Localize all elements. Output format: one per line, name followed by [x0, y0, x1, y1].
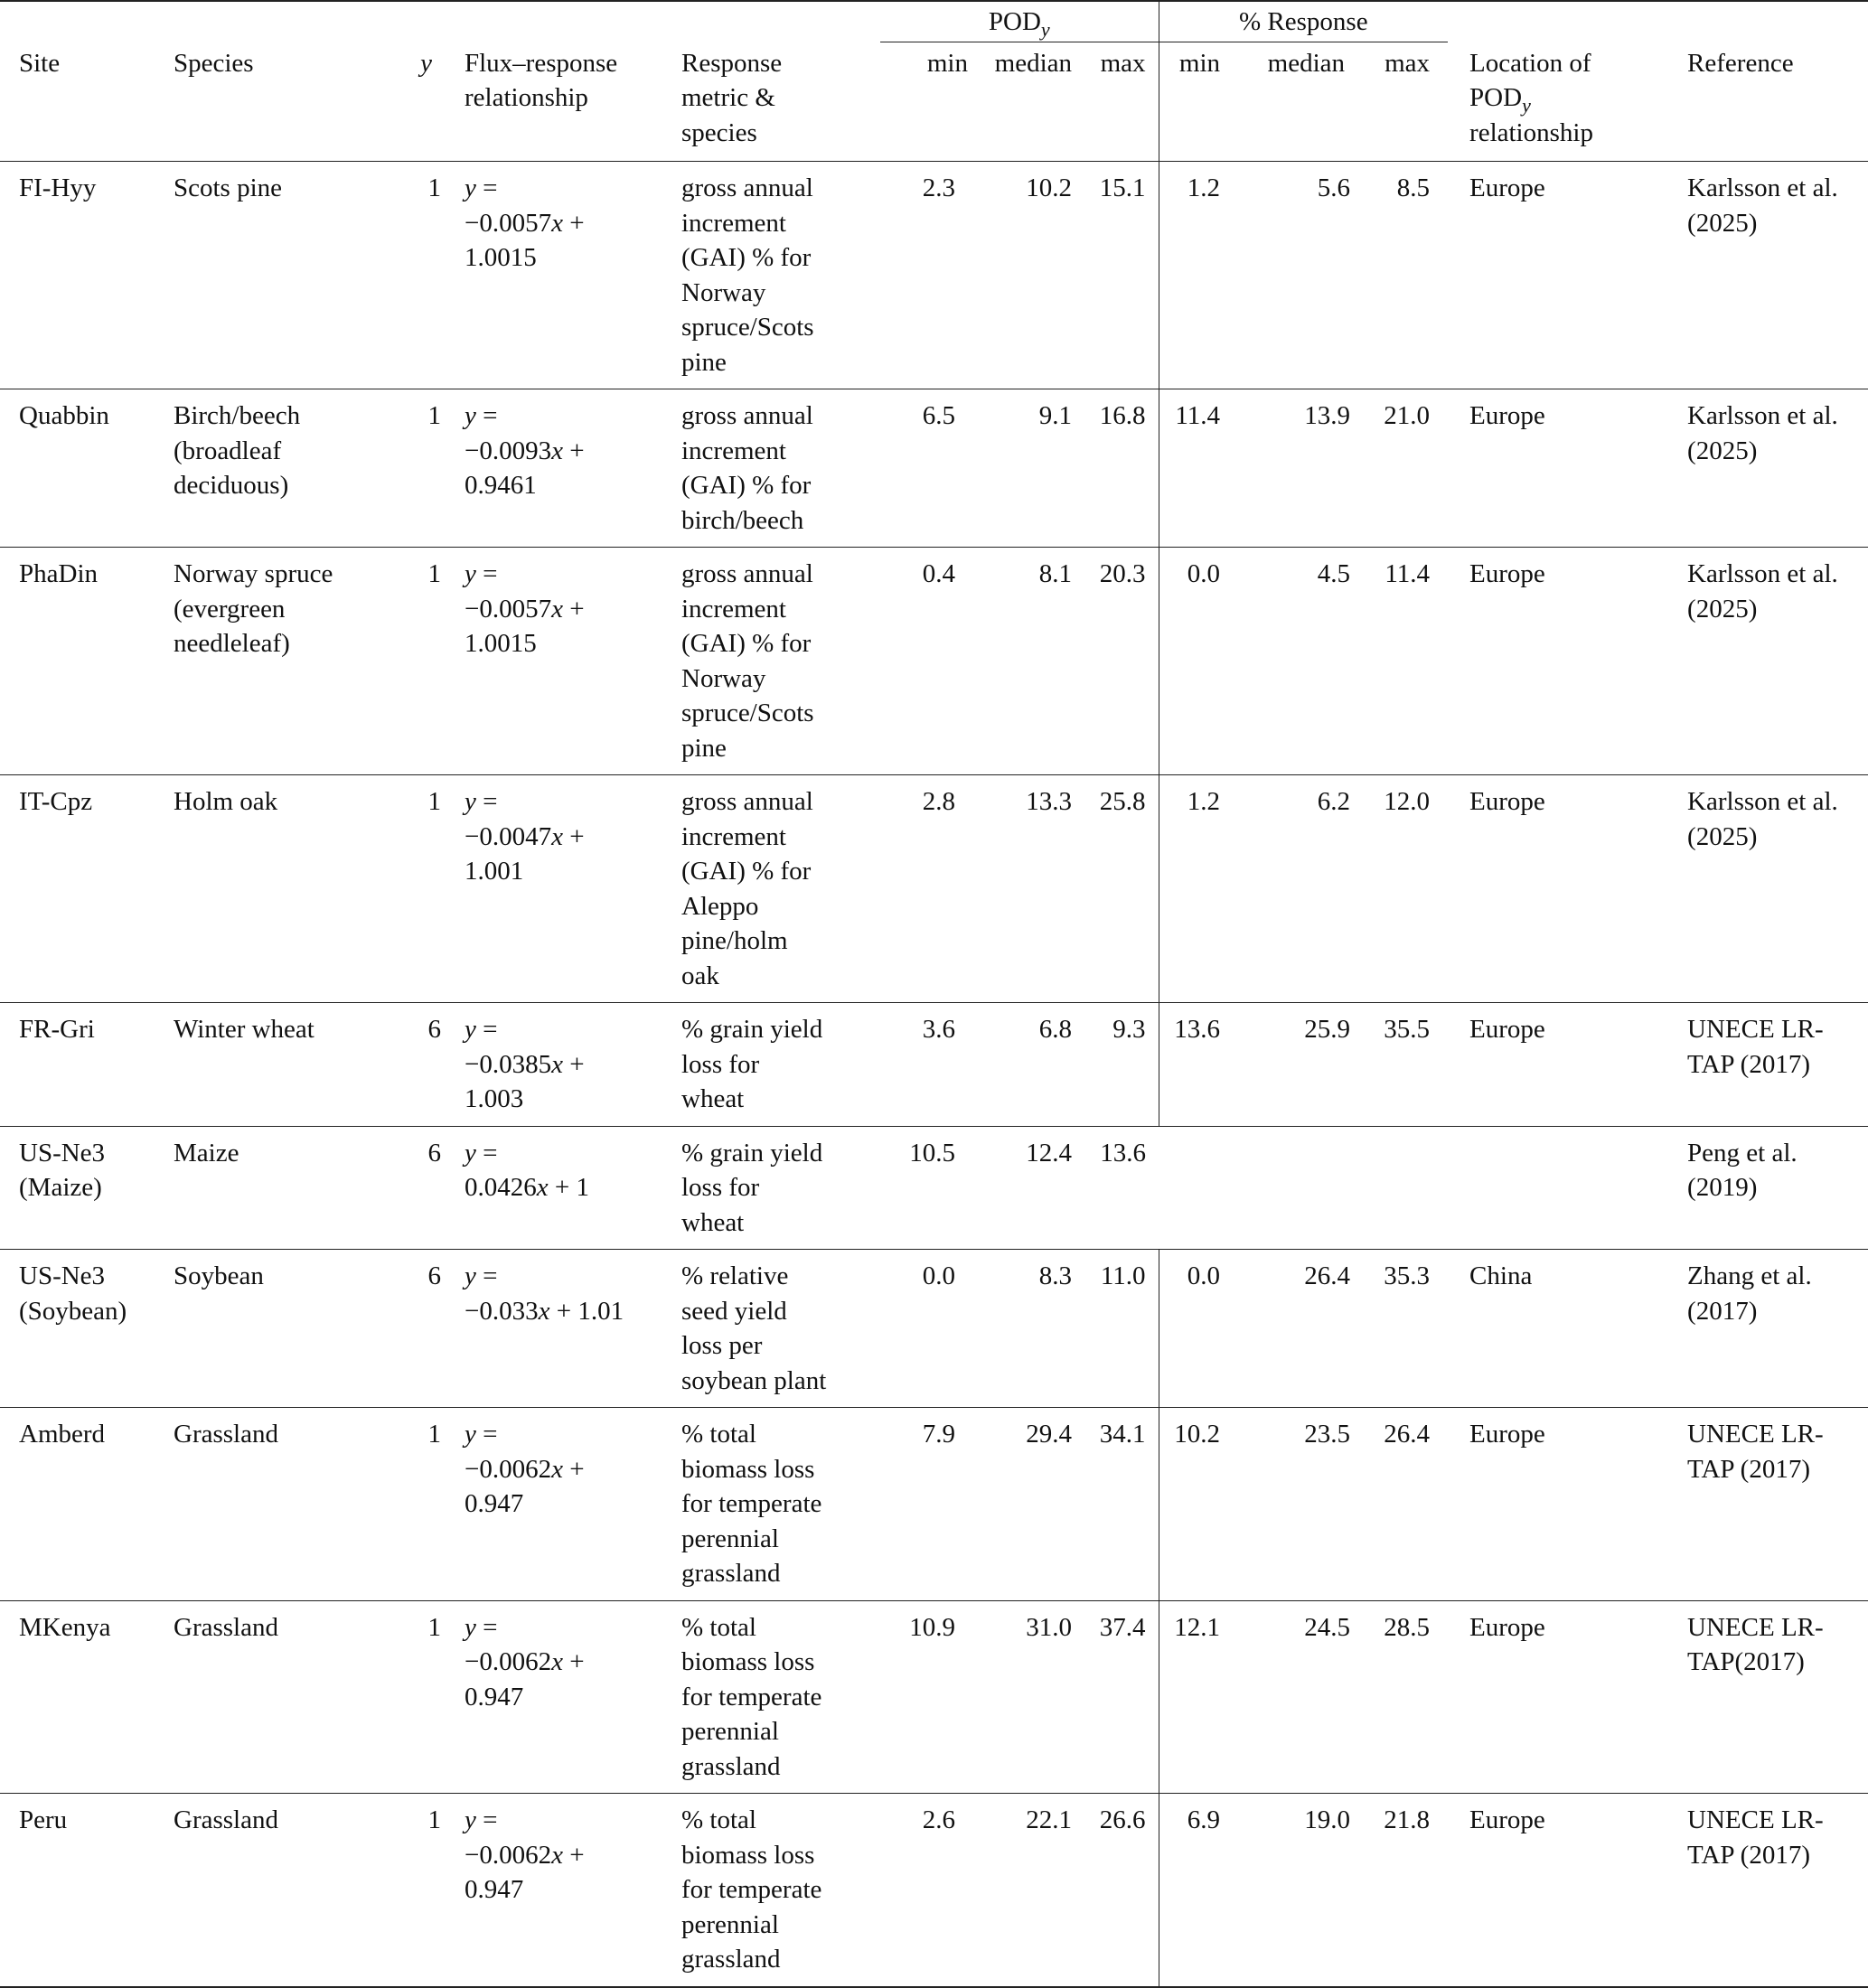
cell-y: 1: [427, 559, 441, 588]
table-row-1: [0, 162, 1868, 389]
cell-pod-median: 10.2: [1026, 173, 1072, 202]
cell-pod-median: 12.4: [1026, 1138, 1072, 1167]
cell-y: 1: [427, 1805, 441, 1834]
cell-pod-max: 11.0: [1100, 1261, 1146, 1290]
cell-pod-max: 20.3: [1099, 559, 1146, 588]
equation-line-2: −0.033x + 1.01: [465, 1296, 624, 1326]
equation-line-2: −0.0062x +: [465, 1840, 585, 1870]
cell-pod-max: 37.4: [1099, 1612, 1146, 1642]
cell-pod-min: 2.3: [922, 173, 955, 202]
cell-equation: [465, 1408, 681, 1601]
cell-site: FI-Hyy: [19, 173, 97, 202]
cell-y: 1: [427, 401, 441, 430]
cell-equation: [465, 389, 681, 548]
cell-site: US-Ne3 (Soybean): [19, 1261, 127, 1326]
cell-reference: Peng et al. (2019): [1687, 1138, 1798, 1202]
equation-line-2: −0.0062x +: [465, 1454, 585, 1484]
cell-resp-median: 19.0: [1304, 1805, 1351, 1834]
equation-line-2: −0.0057x +: [465, 594, 585, 624]
cell-equation: [465, 1003, 681, 1127]
cell-response-metric: % relative seed yield loss per soybean plant: [681, 1261, 827, 1395]
cell-pod-median: 29.4: [1026, 1420, 1072, 1449]
cell-resp-max: [1350, 1126, 1448, 1250]
cell-pod-max: 9.3: [1112, 1015, 1146, 1044]
cell-response-metric: gross annual increment (GAI) % for birch/beech: [681, 401, 813, 535]
cell-equation: [465, 775, 681, 1003]
cell-resp-median: 13.9: [1304, 401, 1351, 430]
cell-species: Grassland: [174, 1420, 278, 1449]
equation-line-1: y =: [465, 1805, 498, 1834]
cell-site: MKenya: [19, 1612, 111, 1642]
cell-pod-max: 25.8: [1099, 787, 1146, 816]
equation-line-2: −0.0093x +: [465, 436, 585, 465]
equation-line-2: −0.0047x +: [465, 821, 585, 851]
cell-resp-max: 35.3: [1384, 1261, 1431, 1290]
cell-equation: [465, 1126, 681, 1250]
cell-pod-median: 6.8: [1038, 1015, 1072, 1044]
cell-reference: UNECE LR-TAP (2017): [1687, 1015, 1824, 1079]
cell-resp-min: 1.2: [1159, 162, 1253, 389]
equation-line-1: y =: [465, 401, 498, 430]
table-header: [0, 1, 1868, 162]
cell-response-metric: % grain yield loss for wheat: [681, 1015, 823, 1113]
equation-line-3: 1.003: [465, 1084, 524, 1113]
cell-response-metric: gross annual increment (GAI) % for Norway spruce/Scots pine: [681, 173, 814, 377]
table-row-5: [0, 1003, 1868, 1127]
col-resp-min: min: [1159, 42, 1253, 162]
cell-pod-max: 13.6: [1100, 1138, 1147, 1167]
cell-resp-min: 10.2: [1159, 1408, 1253, 1601]
cell-site: Peru: [19, 1805, 68, 1834]
table-row-9: [0, 1600, 1868, 1794]
cell-resp-median: 24.5: [1304, 1612, 1351, 1642]
cell-location: Europe: [1469, 787, 1545, 816]
cell-pod-max: 15.1: [1099, 173, 1146, 202]
cell-resp-min: 6.9: [1159, 1794, 1253, 1987]
cell-resp-max: 8.5: [1396, 173, 1431, 202]
cell-site: Quabbin: [19, 401, 109, 430]
col-location: Location of $POD_y$ relationship: [1469, 48, 1593, 147]
cell-resp-median: 6.2: [1317, 787, 1351, 816]
cell-resp-min: 1.2: [1159, 775, 1253, 1003]
equation-line-3: 1.0015: [465, 243, 537, 272]
cell-species: Soybean: [174, 1261, 264, 1290]
cell-y: 1: [427, 173, 441, 202]
cell-resp-min: 11.4: [1159, 389, 1253, 548]
cell-species: Birch/beech (broadleaf deciduous): [174, 401, 301, 500]
cell-pod-max: 34.1: [1099, 1420, 1146, 1449]
cell-equation: [465, 1794, 681, 1987]
cell-location: Europe: [1469, 401, 1545, 430]
pod-group-header: $POD_y$: [880, 1, 1159, 42]
cell-y: 1: [427, 1420, 441, 1449]
cell-pod-min: 0.4: [922, 559, 955, 588]
cell-location: Europe: [1469, 1015, 1545, 1044]
cell-response-metric: % total biomass loss for temperate perennial grassland: [681, 1612, 822, 1781]
cell-resp-min: 0.0: [1159, 548, 1253, 775]
cell-resp-median: 5.6: [1317, 173, 1351, 202]
equation-line-3: 0.947: [465, 1489, 524, 1518]
cell-species: Scots pine: [174, 173, 283, 202]
equation-line-2: −0.0062x +: [465, 1647, 585, 1676]
cell-resp-min: 12.1: [1159, 1600, 1253, 1794]
cell-resp-max: 12.0: [1384, 787, 1431, 816]
cell-pod-min: 6.5: [922, 401, 955, 430]
cell-species: Holm oak: [174, 787, 278, 816]
cell-equation: [465, 162, 681, 389]
cell-resp-median: 25.9: [1304, 1015, 1351, 1044]
equation-line-3: 1.0015: [465, 629, 537, 658]
cell-location: Europe: [1469, 173, 1545, 202]
equation-line-3: 0.947: [465, 1682, 524, 1711]
table-row-10: [0, 1794, 1868, 1987]
cell-reference: UNECE LR-TAP (2017): [1687, 1805, 1824, 1870]
cell-reference: Karlsson et al. (2025): [1687, 787, 1838, 851]
cell-equation: [465, 548, 681, 775]
equation-line-3: 0.947: [465, 1875, 524, 1904]
equation-line-1: y =: [465, 787, 498, 816]
cell-reference: UNECE LR-TAP (2017): [1687, 1420, 1824, 1484]
cell-pod-min: 3.6: [922, 1015, 955, 1044]
equation-line-1: y =: [465, 1612, 498, 1642]
col-resp-max: max: [1385, 49, 1431, 78]
col-site: Site: [19, 48, 61, 78]
cell-site: Amberd: [19, 1420, 106, 1449]
cell-species: Winter wheat: [174, 1015, 314, 1044]
cell-pod-median: 31.0: [1026, 1612, 1072, 1642]
cell-resp-median: 4.5: [1317, 559, 1351, 588]
cell-reference: Karlsson et al. (2025): [1687, 401, 1838, 465]
equation-line-2: −0.0057x +: [465, 208, 585, 238]
cell-y: 1: [427, 787, 441, 816]
equation-line-1: y =: [465, 559, 498, 588]
col-reference: Reference: [1687, 48, 1794, 78]
cell-resp-min: [1159, 1126, 1253, 1250]
cell-resp-max: 21.8: [1384, 1805, 1431, 1834]
col-species: Species: [174, 48, 254, 78]
equation-line-1: y =: [465, 1420, 498, 1449]
cell-pod-min: 10.9: [909, 1612, 955, 1642]
col-pod-max: max: [1100, 49, 1146, 78]
cell-resp-max: 28.5: [1384, 1612, 1431, 1642]
cell-pod-min: 2.6: [922, 1805, 955, 1834]
cell-pod-min: 10.5: [909, 1138, 955, 1167]
cell-resp-min: 13.6: [1159, 1003, 1253, 1127]
cell-resp-max: 26.4: [1384, 1420, 1431, 1449]
cell-resp-median: 26.4: [1304, 1261, 1351, 1290]
table-row-6: [0, 1126, 1868, 1250]
cell-equation: [465, 1600, 681, 1794]
cell-response-metric: % grain yield loss for wheat: [681, 1138, 823, 1237]
equation-line-2: −0.0385x +: [465, 1049, 585, 1079]
cell-location: Europe: [1469, 1420, 1545, 1449]
cell-resp-max: 21.0: [1384, 401, 1431, 430]
cell-pod-median: 22.1: [1026, 1805, 1072, 1834]
cell-site: FR-Gri: [19, 1015, 95, 1044]
cell-response-metric: gross annual increment (GAI) % for Norway spruce/Scots pine: [681, 559, 814, 763]
cell-response-metric: % total biomass loss for temperate perennial grassland: [681, 1420, 822, 1588]
cell-pod-min: 7.9: [922, 1420, 955, 1449]
equation-line-1: y =: [465, 1015, 498, 1044]
cell-pod-min: 2.8: [922, 787, 955, 816]
cell-resp-median: 23.5: [1304, 1420, 1351, 1449]
table-row-7: [0, 1250, 1868, 1408]
col-response-metric: Response metric & species: [681, 48, 783, 147]
equation-line-1: y =: [465, 1261, 498, 1290]
cell-resp-median: [1253, 1126, 1350, 1250]
cell-pod-median: 13.3: [1026, 787, 1072, 816]
cell-y: 1: [427, 1612, 441, 1642]
cell-location: Europe: [1469, 1805, 1545, 1834]
col-pod-min: min: [926, 49, 968, 78]
cell-resp-max: 35.5: [1384, 1015, 1431, 1044]
equation-line-1: y =: [465, 173, 498, 202]
cell-species: Norway spruce (evergreen needleleaf): [174, 559, 333, 658]
cell-resp-min: 0.0: [1159, 1250, 1253, 1408]
cell-pod-median: 8.3: [1038, 1261, 1072, 1290]
cell-y: 6: [427, 1261, 441, 1290]
cell-reference: UNECE LR-TAP(2017): [1687, 1612, 1824, 1676]
cell-species: Grassland: [174, 1805, 278, 1834]
cell-site: PhaDin: [19, 559, 98, 588]
cell-y: 6: [427, 1138, 441, 1167]
cell-response-metric: % total biomass loss for temperate perennial grassland: [681, 1805, 822, 1974]
cell-reference: Karlsson et al. (2025): [1687, 559, 1838, 624]
col-resp-median: median: [1267, 49, 1346, 78]
cell-species: Grassland: [174, 1612, 278, 1642]
col-flux-response: Flux–response relationship: [465, 48, 618, 112]
cell-reference: Karlsson et al. (2025): [1687, 173, 1838, 238]
cell-y: 6: [427, 1015, 441, 1044]
table-row-3: [0, 548, 1868, 775]
col-pod-median: median: [994, 49, 1072, 78]
equation-line-3: 0.9461: [465, 471, 537, 500]
cell-pod-median: 9.1: [1038, 401, 1072, 430]
cell-location: China: [1469, 1261, 1533, 1290]
cell-site: US-Ne3 (Maize): [19, 1138, 106, 1202]
equation-line-1: y =: [465, 1138, 498, 1167]
cell-location: Europe: [1469, 559, 1545, 588]
cell-reference: Zhang et al. (2017): [1687, 1261, 1812, 1326]
cell-pod-max: 26.6: [1099, 1805, 1146, 1834]
cell-pod-min: 0.0: [922, 1261, 955, 1290]
cell-site: IT-Cpz: [19, 787, 93, 816]
equation-line-2: 0.0426x + 1: [465, 1173, 589, 1202]
cell-location: [1448, 1126, 1669, 1250]
cell-location: Europe: [1469, 1612, 1545, 1642]
table-row-2: [0, 389, 1868, 548]
equation-line-3: 1.001: [465, 857, 524, 886]
cell-pod-median: 8.1: [1038, 559, 1072, 588]
cell-resp-max: 11.4: [1385, 559, 1431, 588]
cell-equation: [465, 1250, 681, 1408]
table-row-8: [0, 1408, 1868, 1601]
table-body: [0, 162, 1868, 1987]
cell-response-metric: gross annual increment (GAI) % for Aleppo pine/holm oak: [681, 787, 813, 990]
cell-pod-max: 16.8: [1099, 401, 1146, 430]
response-group-header: % Response: [1159, 1, 1448, 42]
cell-species: Maize: [174, 1138, 239, 1167]
col-y: y: [420, 48, 432, 78]
table-row-4: [0, 775, 1868, 1003]
